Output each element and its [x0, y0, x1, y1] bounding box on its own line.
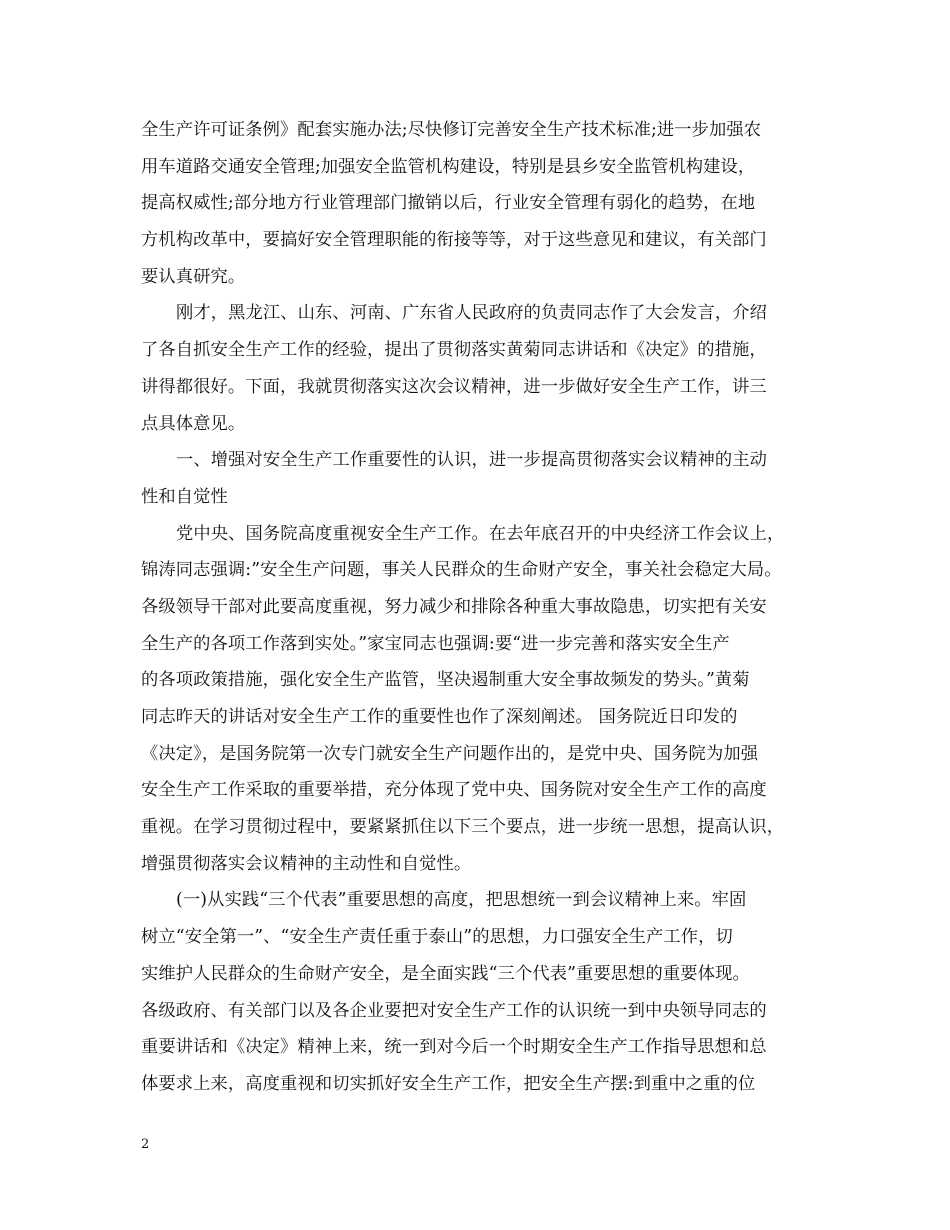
text-line: 点具体意见。 [141, 413, 246, 434]
text-line: 一、增强对安全生产工作重要性的认识，进一步提高贯彻落实会议精神的主动 [176, 450, 767, 471]
text-line: 重视。在学习贯彻过程中，要紧紧抓住以下三个要点，进一步统一思想，提高认识， [141, 817, 785, 838]
text-line: 安全生产工作采取的重要举措，充分体现了党中央、国务院对安全生产工作的高度 [141, 780, 767, 801]
text-line: 同志昨天的讲话对安全生产工作的重要性也作了深刻阐述。 国务院近日印发的 [141, 707, 738, 727]
text-line: 体要求上来，高度重视和切实抓好安全生产工作，把安全生产摆:到重中之重的位 [141, 1073, 756, 1094]
text-line: 《决定》，是国务院第一次专门就安全生产问题作出的，是党中央、国务院为加强 [141, 743, 759, 764]
text-line: 全生产许可证条例》配套实施办法;尽快修订完善安全生产技术标准;进一步加强农 [141, 120, 762, 140]
text-line: (一)从实践“三个代表”重要思想的高度，把思想统一到会议精神上来。牢固 [176, 890, 747, 911]
text-line: 讲得都很好。下面，我就贯彻落实这次会议精神，进一步做好安全生产工作，讲三 [141, 376, 767, 397]
text-line: 各级政府、有关部门以及各企业要把对安全生产工作的认识统一到中央领导同志的 [141, 1000, 767, 1021]
text-line: 党中央、国务院高度重视安全生产工作。在去年底召开的中央经济工作会议上， [176, 523, 785, 544]
text-line: 提高权威性;部分地方行业管理部门撤销以后，行业安全管理有弱化的趋势，在地 [141, 193, 756, 214]
text-line: 方机构改革中，要搞好安全管理职能的衔接等等，对于这些意见和建议，有关部门 [141, 230, 767, 251]
document-body [141, 112, 831, 1103]
text-line: 性和自觉性 [141, 486, 228, 507]
text-line: 用车道路交通安全管理;加强安全监管机构建设，特别是县乡安全监管机构建设， [141, 156, 756, 177]
text-line: 锦涛同志强调:”安全生产问题，事关人民群众的生命财产安全，事关社会稳定大局。 [141, 560, 782, 581]
text-line: 增强贯彻落实会议精神的主动性和自觉性。 [141, 853, 472, 874]
text-line: 要认真研究。 [141, 266, 246, 287]
text-line: 刚才，黑龙江、山东、河南、广东省人民政府的负责同志作了大会发言，介绍 [176, 303, 767, 324]
text-line: 的各项政策措施，强化安全生产监管，坚决遏制重大安全事故频发的势头。”黄菊 [141, 670, 750, 691]
text-line: 实维护人民群众的生命财产安全，是全面实践“三个代表”重要思想的重要体现。 [141, 963, 750, 984]
text-line: 重要讲话和《决定》精神上来，统一到对今后一个时期安全生产工作指导思想和总 [141, 1037, 767, 1058]
text-line: 树立“安全第一”、“安全生产责任重于泰山”的思想，力口强安全生产工作，切 [141, 927, 733, 948]
text-line: 各级领导干部对此要高度重视，努力减少和排除各种重大事故隐患，切实把有关安 [141, 596, 767, 617]
page-number: 2 [141, 1137, 150, 1152]
text-line: 了各自抓安全生产工作的经验，提出了贯彻落实黄菊同志讲话和《决定》的措施， [141, 340, 767, 361]
text-line: 全生产的各项工作落到实处。”家宝同志也强调:要“进一步完善和落实安全生产 [141, 633, 730, 654]
